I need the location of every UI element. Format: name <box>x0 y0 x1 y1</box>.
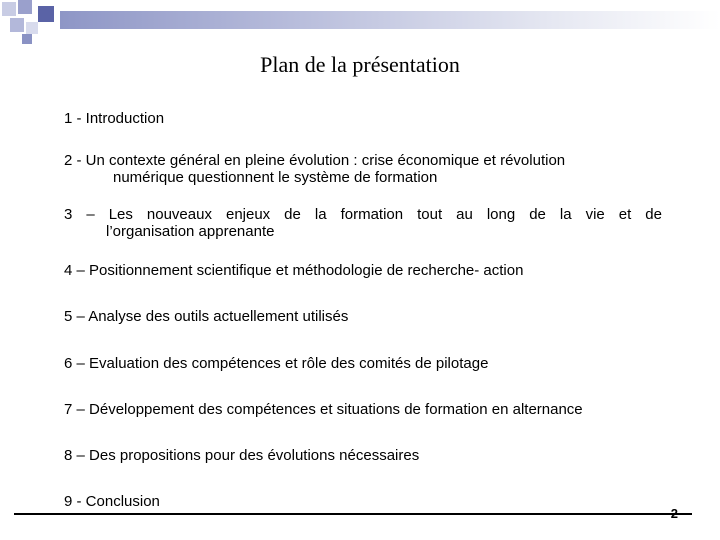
agenda-item-7 <box>64 401 662 418</box>
agenda-item-text: 1 - Introduction <box>64 110 165 127</box>
agenda-item-text: 9 - Conclusion <box>64 493 160 510</box>
agenda-item-1 <box>64 110 662 127</box>
agenda-item-5 <box>64 308 662 325</box>
agenda-item-text: 5 – Analyse des outils actuellement utilisés <box>64 308 349 325</box>
decor-square <box>2 2 16 16</box>
agenda-item-6 <box>64 355 662 372</box>
agenda-item-text: 3 – Les nouveaux enjeux de la formation tout au long de la vie et de <box>64 206 662 223</box>
agenda-item-continuation: l’organisation apprenante <box>106 223 275 240</box>
agenda-item-text: 8 – Des propositions pour des évolutions nécessaires <box>64 447 420 464</box>
decor-square <box>22 34 32 44</box>
agenda-item-text: 6 – Evaluation des compétences et rôle des comités de pilotage <box>64 355 489 372</box>
slide-title: Plan de la présentation <box>260 52 460 77</box>
agenda-item-text: 7 – Développement des compétences et situations de formation en alternance <box>64 401 583 418</box>
agenda-item-4 <box>64 262 662 279</box>
decor-square <box>10 18 24 32</box>
agenda-item-2 <box>64 152 662 186</box>
header-gradient-bar <box>60 11 720 29</box>
agenda-item-text: 2 - Un contexte général en pleine évolution : crise économique et révolution <box>64 152 566 169</box>
agenda-item-text: 4 – Positionnement scientifique et méthodologie de recherche- action <box>64 262 524 279</box>
page-number: 2 <box>670 506 678 521</box>
decor-square <box>26 22 38 34</box>
footer-divider <box>14 513 692 515</box>
agenda-item-continuation: numérique questionnent le système de formation <box>113 169 438 186</box>
decor-square <box>18 0 32 14</box>
header-decoration <box>0 0 720 48</box>
decor-square <box>38 6 54 22</box>
agenda-item-8 <box>64 447 662 464</box>
agenda-item-9 <box>64 493 662 510</box>
agenda-item-3 <box>64 206 662 240</box>
